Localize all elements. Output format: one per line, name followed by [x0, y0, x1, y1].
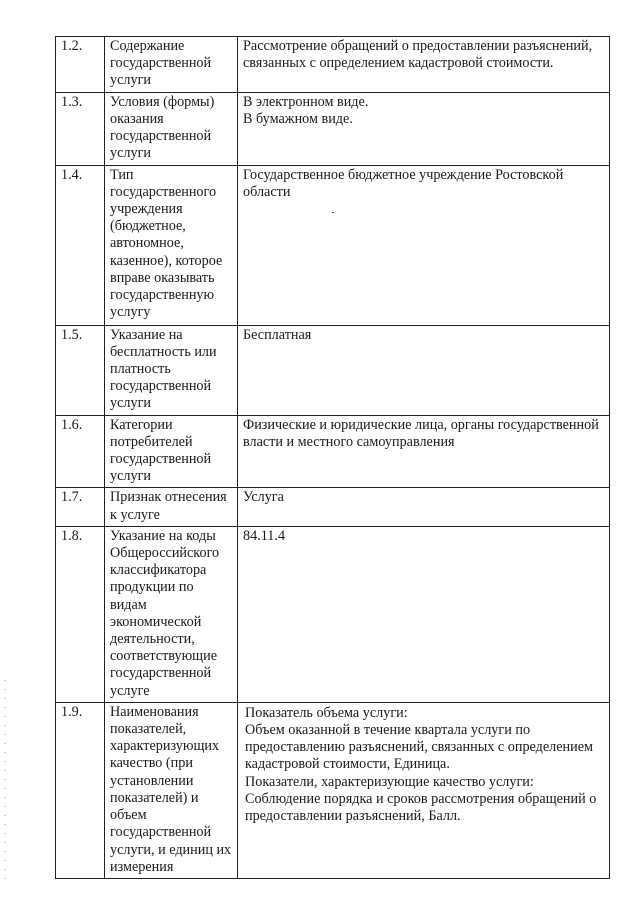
table-row — [56, 165, 610, 325]
row-value: Физические и юридические лица, органы государственной власти и местного самоуправления — [238, 415, 610, 488]
row-name: Указание на коды Общероссийского классификатора продукции по видам экономической деятельности, соответствующие государственной услуге — [105, 526, 238, 702]
row-name: Условия (формы) оказания государственной услуги — [105, 92, 238, 165]
row-value: Государственное бюджетное учреждение Ростовской области — [238, 165, 610, 325]
row-name: Содержание государственной услуги — [105, 37, 238, 93]
value-line: В электронном виде. — [243, 93, 369, 110]
table-row — [56, 702, 610, 878]
row-name: Указание на бесплатность или платность государственной услуги — [105, 325, 238, 415]
row-number: 1.6. — [56, 415, 105, 488]
row-number: 1.2. — [56, 37, 105, 93]
value-line: Соблюдение порядка и сроков рассмотрения обращений о предоставлении разъяснений, Балл. — [245, 790, 597, 825]
row-number: 1.7. — [56, 488, 105, 526]
row-number: 1.3. — [56, 92, 105, 165]
row-name: Признак отнесения к услуге — [105, 488, 238, 526]
value-line: Объем оказанной в течение квартала услуги по предоставлению разъяснений, связанных с определением кадастровой стоимости, Единица. — [245, 722, 594, 773]
row-value: Рассмотрение обращений о предоставлении разъяснений, связанных с определением кадастровой стоимости. — [238, 37, 610, 93]
row-value: Бесплатная — [238, 325, 610, 415]
row-number: 1.4. — [56, 165, 105, 325]
row-number: 1.9. — [56, 702, 105, 878]
table-row — [56, 488, 610, 526]
table-row — [56, 526, 610, 702]
table-row — [56, 415, 610, 488]
service-table — [55, 36, 610, 879]
row-value: 84.11.4 — [238, 526, 610, 702]
table-row — [56, 325, 610, 415]
row-name: Тип государственного учреждения (бюджетное, автономное, казенное), которое вправе оказывать государственную услугу — [105, 165, 238, 325]
row-value: Услуга — [238, 488, 610, 526]
table-row — [56, 92, 610, 165]
scan-margin-marks — [4, 680, 6, 880]
row-number: 1.5. — [56, 325, 105, 415]
row-name: Категории потребителей государственной услуги — [105, 415, 238, 488]
value-line: В бумажном виде. — [243, 110, 353, 127]
row-number: 1.8. — [56, 526, 105, 702]
row-value — [238, 702, 610, 878]
row-value — [238, 92, 610, 165]
scan-speck — [332, 212, 334, 213]
table-row — [56, 37, 610, 93]
value-line: Показатели, характеризующие качество услуги: — [245, 773, 534, 790]
row-name: Наименования показателей, характеризующих качество (при установлении показателей) и объем государственной услуги, и единиц их измерения — [105, 702, 238, 878]
value-line: Показатель объема услуги: — [245, 704, 408, 721]
